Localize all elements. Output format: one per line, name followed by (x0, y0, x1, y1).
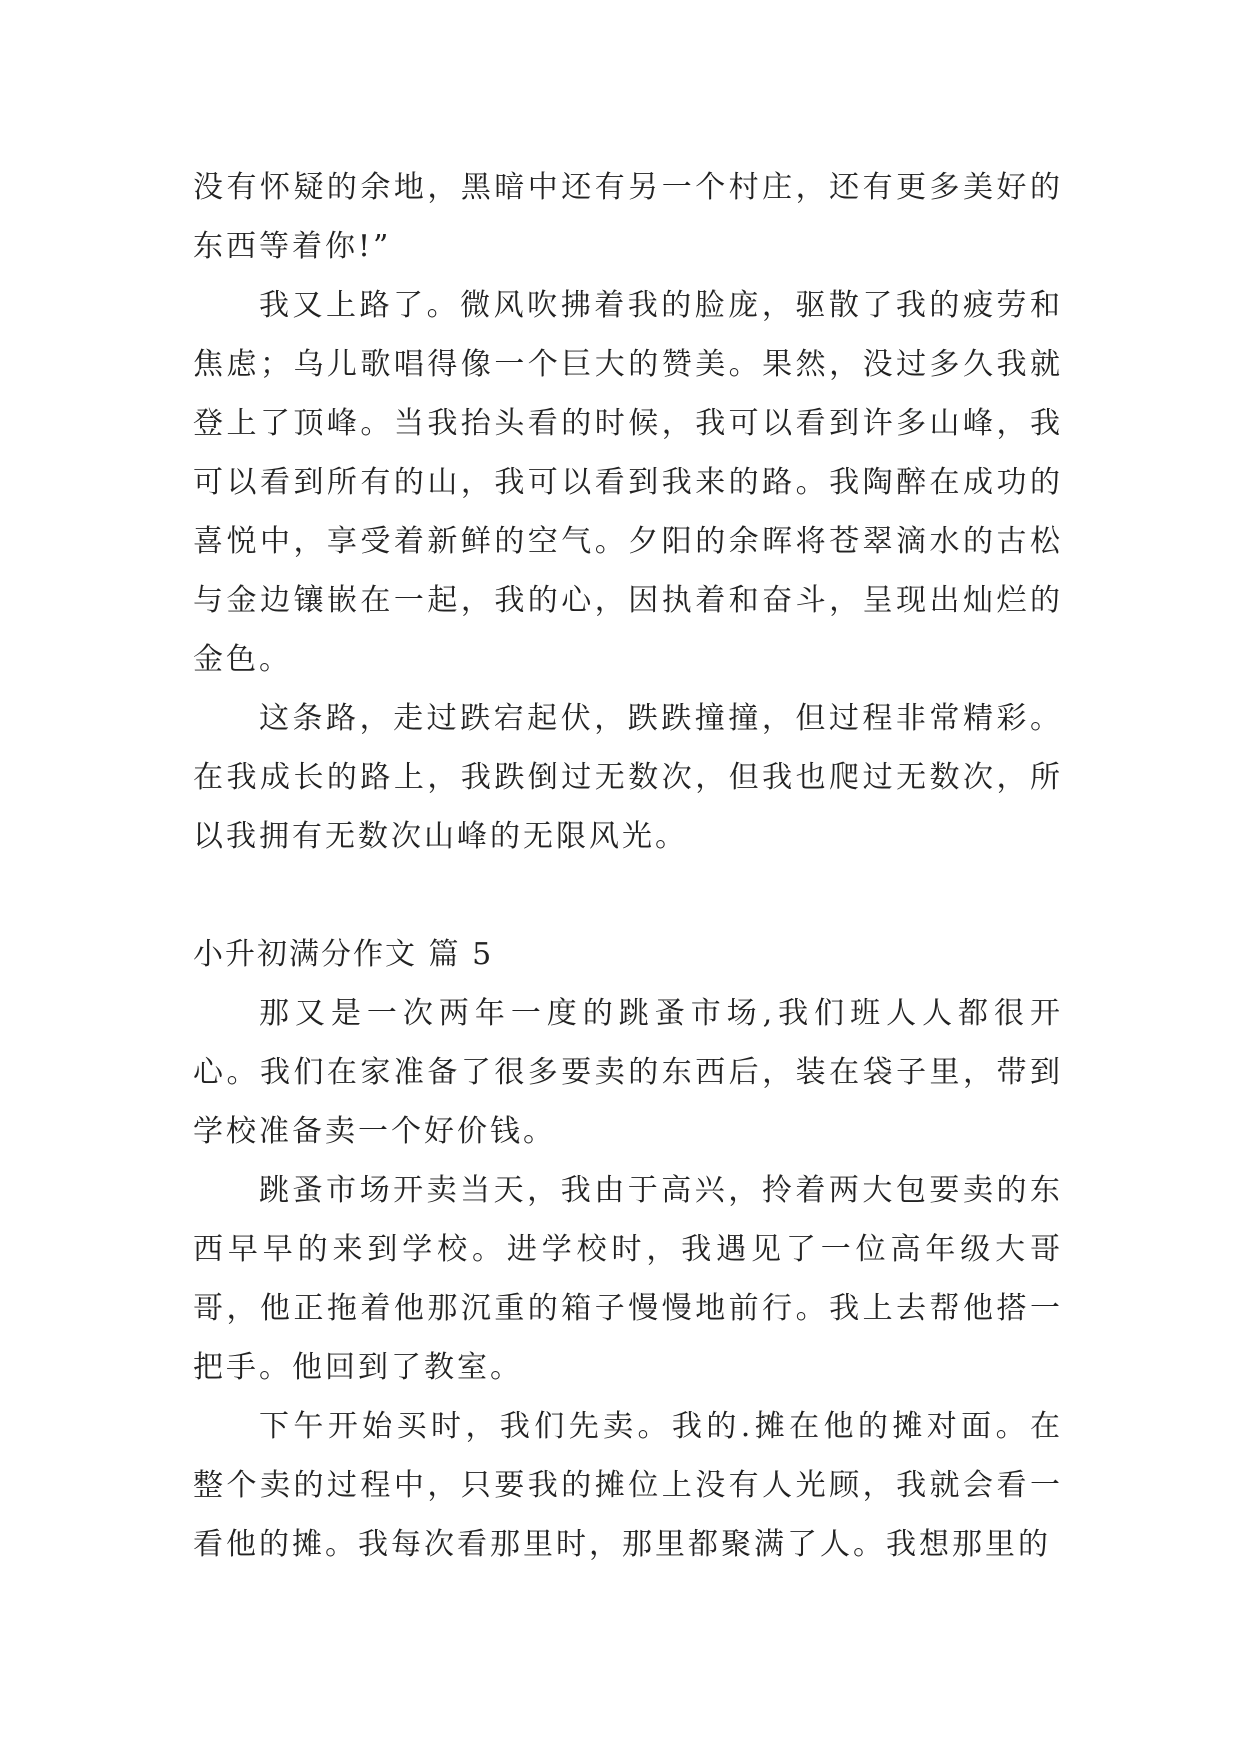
document-body (193, 158, 1063, 1574)
paragraph-summit: 我又上路了。微风吹拂着我的脸庞，驱散了我的疲劳和焦虑；乌儿歌唱得像一个巨大的赞美。果然，没过多久我就登上了顶峰。当我抬头看的时候，我可以看到许多山峰，我可以看到所有的山，我可以看到我来的路。我陶醉在成功的喜悦中，享受着新鲜的空气。夕阳的余晖将苍翠滴水的古松与金边镶嵌在一起，我的心，因执着和奋斗，呈现出灿烂的金色。 (193, 288, 1063, 677)
paragraph-afternoon-sale: 下午开始买时，我们先卖。我的.摊在他的摊对面。在整个卖的过程中，只要我的摊位上没有人光顾，我就会看一看他的摊。我每次看那里时，那里都聚满了人。我想那里的 (193, 1409, 1063, 1562)
paragraph-market-day: 跳蚤市场开卖当天，我由于高兴，拎着两大包要卖的东西早早的来到学校。进学校时，我遇见了一位高年级大哥哥，他正拖着他那沉重的箱子慢慢地前行。我上去帮他搭一把手。他回到了教室。 (193, 1173, 1063, 1385)
section-title: 小升初满分作文 篇 5 (193, 937, 494, 972)
paragraph-continuation: 没有怀疑的余地，黑暗中还有另一个村庄，还有更多美好的东西等着你!” (193, 170, 1063, 264)
paragraph-road-reflection: 这条路，走过跌宕起伏，跌跌撞撞，但过程非常精彩。在我成长的路上，我跌倒过无数次，但我也爬过无数次，所以我拥有无数次山峰的无限风光。 (193, 701, 1063, 854)
paragraph-flea-market-intro: 那又是一次两年一度的跳蚤市场,我们班人人都很开心。我们在家准备了很多要卖的东西后，装在袋子里，带到学校准备卖一个好价钱。 (193, 996, 1063, 1149)
